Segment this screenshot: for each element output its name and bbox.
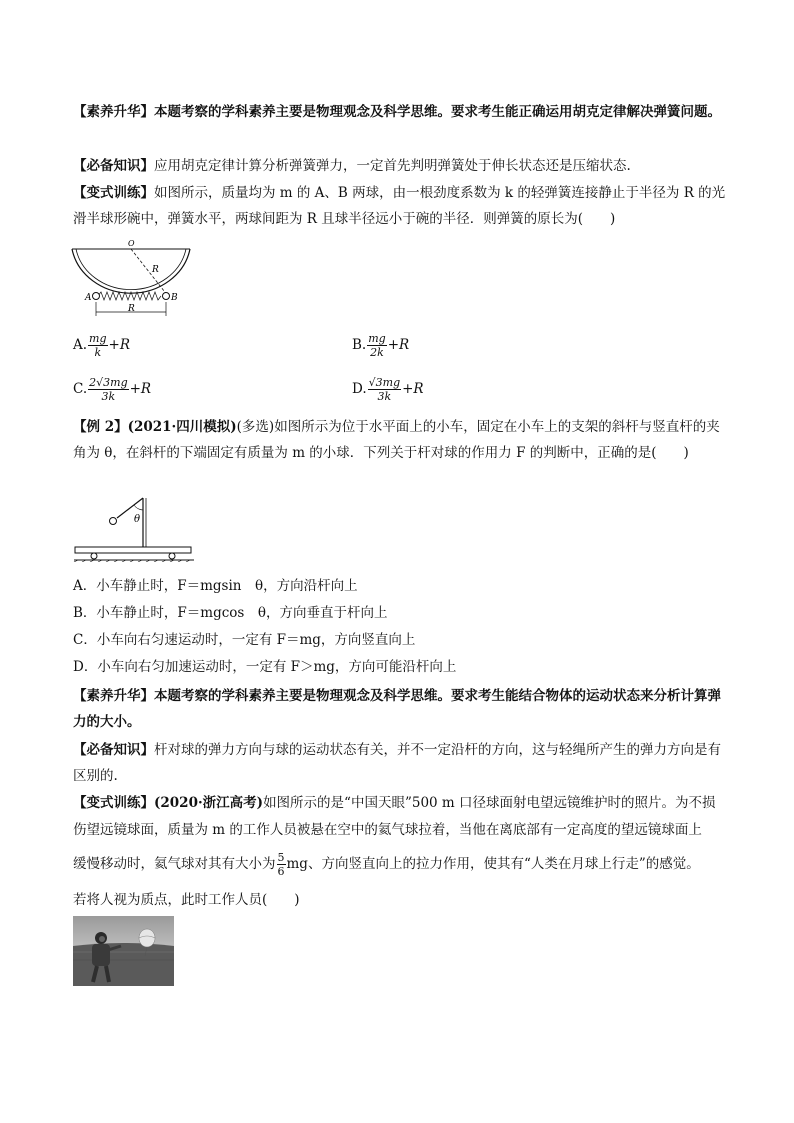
knowledge-text: 应用胡克定律计算分析弹簧弹力，一定首先判明弹簧处于伸长状态还是压缩状态. xyxy=(154,158,631,174)
cart-figure xyxy=(72,492,197,562)
literacy-text: 本题考察的学科素养主要是物理观念及科学思维。要求考生能正确运用胡克定律解决弹簧问题。 xyxy=(154,104,721,120)
tag-knowledge: 【必备知识】 xyxy=(73,742,154,758)
variant-line-text: mg、方向竖直向上的拉力作用，使其有“人类在月球上行走”的感觉。 xyxy=(286,856,700,872)
option-2-B: B．小车静止时，F＝mgcos θ，方向垂直于杆向上 xyxy=(73,605,388,621)
option-tail: +R xyxy=(387,337,410,353)
fraction-5-6 xyxy=(277,851,286,878)
numerator: 2√3mg xyxy=(89,376,128,389)
label-theta: θ xyxy=(134,514,141,525)
fraction xyxy=(88,332,107,359)
literacy-paragraph-2 xyxy=(73,683,728,735)
tag-variant: 【变式训练】 xyxy=(73,795,154,811)
variant-2-line-4: 若将人视为质点，此时工作人员( ) xyxy=(73,892,300,908)
fraction xyxy=(88,376,128,403)
option-tail: +R xyxy=(108,337,131,353)
numerator: √3mg xyxy=(368,376,401,389)
variant-line-text: 如图所示的是“中国天眼”500 m 口径球面射电望远镜维护时的照片。为不损 xyxy=(263,795,716,811)
knowledge-paragraph-2 xyxy=(73,737,728,789)
variant-text: 如图所示，质量均为 m 的 A、B 两球，由一根劲度系数为 k 的轻弹簧连接静止于半径为 R 的光滑半球形碗中，弹簧水平，两球间距为 R 且球半径远小于碗的半径．则弹簧的原长为( ) xyxy=(73,185,726,227)
denominator: 2k xyxy=(370,346,384,359)
variant-2-line-3 xyxy=(73,851,700,878)
label-A: A xyxy=(85,293,92,303)
telescope-maintenance-photo xyxy=(73,916,174,986)
tag-knowledge: 【必备知识】 xyxy=(73,158,154,174)
variant-paragraph-1 xyxy=(73,180,728,232)
option-1-C xyxy=(73,376,151,403)
fraction xyxy=(367,332,386,359)
example-text: (多选)如图所示为位于水平面上的小车，固定在小车上的支架的斜杆与竖直杆的夹角为 θ，在斜杆的下端固定有质量为 m 的小球．下列关于杆对球的作用力 F 的判断中，正确的是( ) xyxy=(73,419,720,461)
label-R: R xyxy=(152,265,159,275)
label-B: B xyxy=(171,293,178,303)
option-1-D xyxy=(352,376,424,403)
option-2-A: A．小车静止时，F＝mgsin θ，方向沿杆向上 xyxy=(73,578,358,594)
variant-2-line-2: 伤望远镜球面，质量为 m 的工作人员被悬在空中的氦气球拉着，当他在离底部有一定高度的望远镜球面上 xyxy=(73,822,702,838)
label-R-bottom: R xyxy=(128,304,135,314)
tag-variant: 【变式训练】 xyxy=(73,185,154,201)
tag-example: 【例 2】 xyxy=(73,419,128,435)
tag-literacy: 【素养升华】 xyxy=(73,104,154,120)
option-2-C: C．小车向右匀速运动时，一定有 F＝mg，方向竖直向上 xyxy=(73,632,416,648)
denominator: 6 xyxy=(277,865,285,878)
label-O: O xyxy=(128,239,135,248)
denominator: k xyxy=(94,346,102,359)
option-label: B. xyxy=(352,337,367,353)
literacy-paragraph-1 xyxy=(73,99,728,125)
numerator: 5 xyxy=(277,851,285,864)
option-label: C. xyxy=(73,381,88,397)
bowl-figure xyxy=(70,238,200,323)
option-1-A xyxy=(73,332,130,359)
variant-2-line-1 xyxy=(73,791,716,811)
numerator: mg xyxy=(368,332,386,345)
example-2-paragraph xyxy=(73,414,728,466)
variant-source: (2020·浙江高考) xyxy=(154,795,264,811)
denominator: 3k xyxy=(101,390,116,403)
option-1-B xyxy=(352,332,409,359)
numerator: mg xyxy=(89,332,107,345)
option-tail: +R xyxy=(129,381,152,397)
option-label: D. xyxy=(352,381,367,397)
option-label: A. xyxy=(73,337,88,353)
knowledge-paragraph-1 xyxy=(73,153,728,179)
literacy-text: 本题考察的学科素养主要是物理观念及科学思维。要求考生能结合物体的运动状态来分析计算弹力的大小。 xyxy=(73,688,721,730)
option-2-D: D．小车向右匀加速运动时，一定有 F＞mg，方向可能沿杆向上 xyxy=(73,659,457,675)
tag-literacy: 【素养升华】 xyxy=(73,688,154,704)
variant-line-text: 缓慢移动时，氦气球对其有大小为 xyxy=(73,856,276,872)
option-tail: +R xyxy=(402,381,424,397)
knowledge-text: 杆对球的弹力方向与球的运动状态有关，并不一定沿杆的方向，这与轻绳所产生的弹力方向是有区别的. xyxy=(73,742,721,784)
example-source: (2021·四川模拟) xyxy=(127,419,237,435)
fraction xyxy=(368,376,401,403)
denominator: 3k xyxy=(377,390,392,403)
